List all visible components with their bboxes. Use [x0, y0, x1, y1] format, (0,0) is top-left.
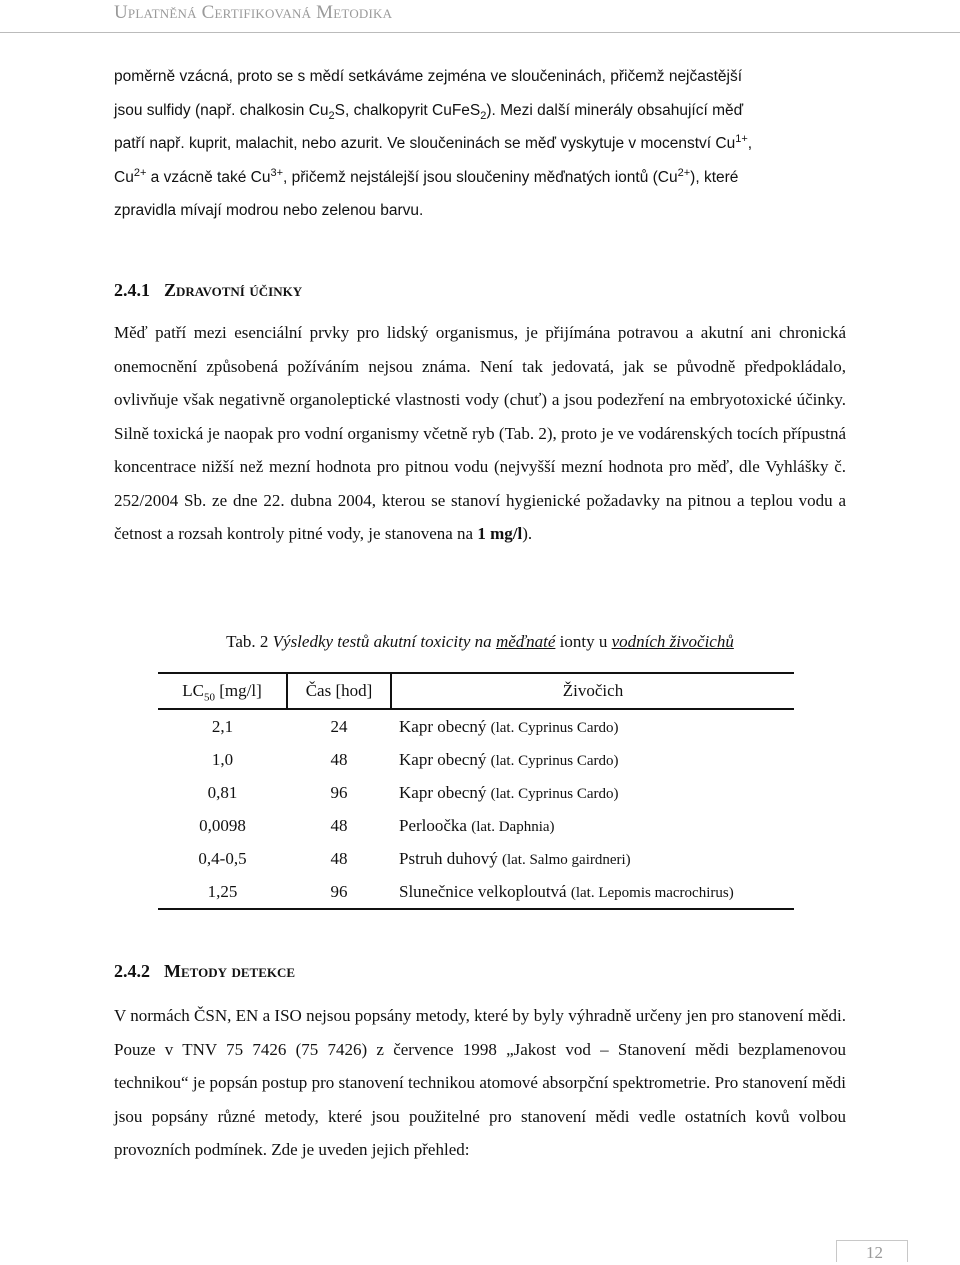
cell-lc50: 0,0098	[199, 815, 246, 835]
cell-time: 24	[330, 716, 348, 736]
running-header: Uplatněná Certifikovaná Metodika	[114, 2, 393, 23]
cell-lc50: 0,4-0,5	[198, 848, 247, 868]
section-title: Metody detekce	[164, 961, 296, 981]
paragraph-copper-compounds	[114, 60, 846, 228]
p1-line-4: $Cu^{2+}$ a vzácně také $Cu^{3+}$, přičemž nejstálejší jsou sloučeniny měďnatých iontů $(Cu^{2+})$, které	[114, 166, 739, 186]
section-heading-2-4-2	[114, 961, 295, 982]
cell-time: 96	[330, 782, 348, 802]
cell-organism: Perloočka (lat. Daphnia)	[399, 815, 555, 835]
table-row	[158, 842, 794, 875]
table-caption: Tab. 2 Výsledky testů akutní toxicity na měďnaté ionty u vodních živočichů	[226, 632, 734, 651]
header-organism: Živočich	[391, 673, 794, 709]
cell-lc50: 1,0	[211, 749, 234, 769]
cell-organism: Kapr obecný (lat. Cyprinus Cardo)	[399, 716, 619, 736]
section-number: 2.4.1	[114, 280, 150, 300]
table-header-row	[158, 673, 794, 709]
caption-label: Tab. 2	[226, 632, 269, 651]
table-row	[158, 776, 794, 809]
table-row	[158, 809, 794, 842]
cell-organism: Slunečnice velkoploutvá (lat. Lepomis macrochirus)	[391, 875, 794, 909]
header-lc50: $LC_{50}$ [mg/l]	[158, 673, 287, 709]
cell-lc50: 0,81	[207, 782, 238, 802]
header-rule	[0, 32, 960, 33]
cell-organism: Kapr obecný (lat. Cyprinus Cardo)	[399, 782, 619, 802]
cell-lc50: 1,25	[158, 875, 287, 909]
cell-organism: Pstruh duhový (lat. Salmo gairdneri)	[399, 848, 631, 868]
section-number: 2.4.2	[114, 961, 150, 981]
limit-value: 1 mg/l	[477, 524, 523, 543]
p1-line-3: patří např. kuprit, malachit, nebo azurit. Ve sloučeninách se měď vyskytuje v mocenství $Cu^{1+}$,	[114, 132, 753, 152]
cell-time: 48	[330, 815, 348, 835]
cell-time: 96	[287, 875, 391, 909]
p1-line-1: poměrně vzácná, proto se s mědí setkáváme zejména ve sloučeninách, přičemž nejčastější	[114, 68, 743, 85]
section-heading-2-4-1	[114, 280, 302, 301]
paragraph-detection-methods: V normách ČSN, EN a ISO nejsou popsány metody, které by byly výhradně určeny jen pro stanovení mědi. Pouze v TNV 75 7426 (75 7426) z července 1998 „Jakost vod – Stanovení mědi bezplamenovou technikou“ je popsán postup pro stanovení technikou atomové absorpční spektrometrie. Pro stanovení mědi jsou popsány různé metody, které jsou použitelné pro stanovení mědi vedle ostatních kovů volbou provozních podmínek. Zde je uveden jejich přehled:	[114, 1006, 846, 1159]
paragraph-health-effects: Měď patří mezi esenciální prvky pro lidský organismus, je přijímána potravou a akutní ani chronická onemocnění způsobená požíváním nejsou známa. Není tak jedovatá, jak se původně předpokládalo, ovlivňuje však negativně organoleptické vlastnosti vody (chuť) a jsou podezření na embryotoxické účinky. Silně toxická je naopak pro vodní organismy včetně ryb (Tab. 2), proto je ve vodárenských tocích přípustná koncentrace nižší než mezní hodnota pro pitnou vodu (nejvyšší mezní hodnota pro měď, dle Vyhlášky č. 252/2004 Sb. ze dne 22. dubna 2004, kterou se stanoví hygienické požadavky na pitnou a teplou vodu a četnost a rozsah kontroly pitné vody, je stanovena na 1 mg/l).	[114, 323, 847, 543]
table-row	[158, 743, 794, 776]
table-reference: Tab. 2	[504, 423, 547, 443]
p1-line-2: jsou sulfidy (např. chalkosin $Cu_2S$, chalkopyrit CuFeS$_2$). Mezi další minerály obsahující měď	[114, 101, 744, 122]
header-time: Čas [hod]	[287, 673, 391, 709]
cell-organism: Kapr obecný (lat. Cyprinus Cardo)	[399, 749, 619, 769]
table-row	[158, 875, 794, 909]
p1-line-5: zpravidla mívají modrou nebo zelenou barvu.	[114, 202, 424, 219]
page-number: 12	[836, 1240, 908, 1262]
table-row	[158, 709, 794, 743]
cell-lc50: 2,1	[211, 716, 234, 736]
cell-time: 48	[330, 749, 348, 769]
cell-time: 48	[330, 848, 348, 868]
toxicity-table	[158, 672, 794, 910]
section-title: Zdravotní účinky	[164, 280, 303, 300]
